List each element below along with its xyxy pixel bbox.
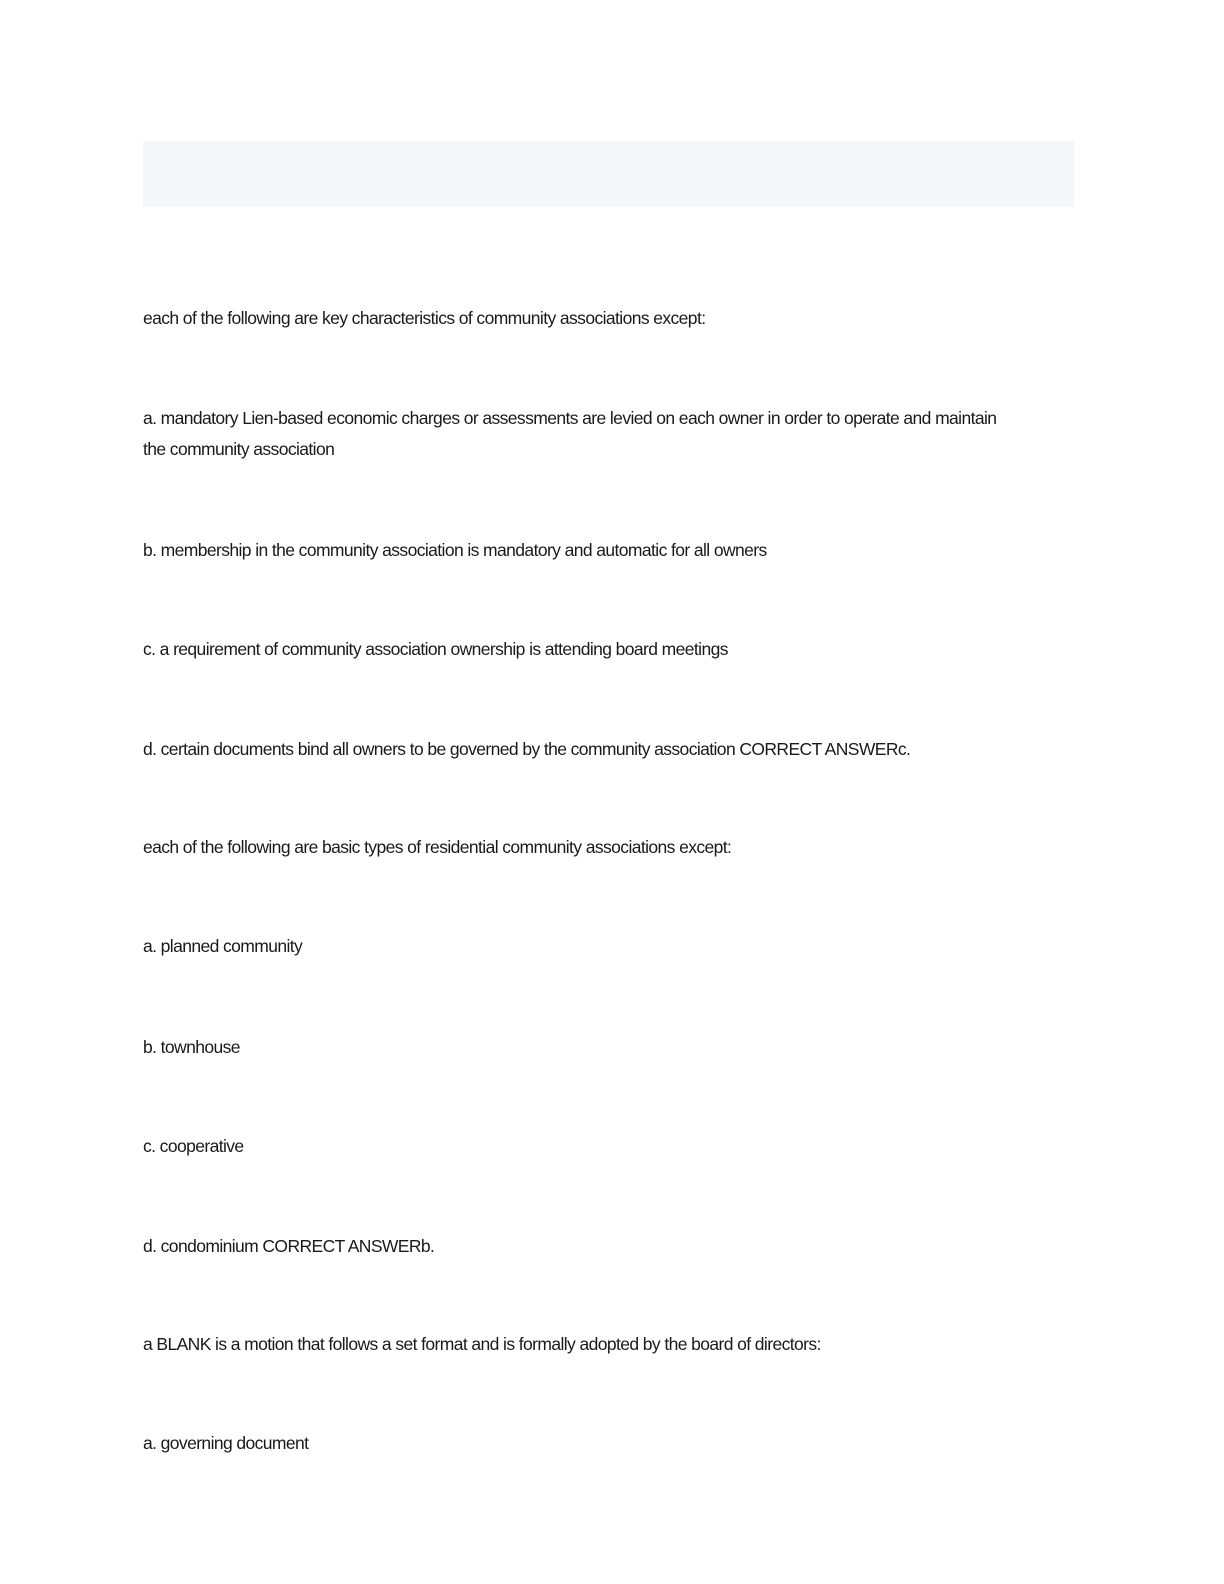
question-2-prompt: each of the following are basic types of residential community associations except: <box>143 837 732 857</box>
question-2-option-d: d. condominium CORRECT ANSWERb. <box>143 1236 435 1256</box>
question-2-option-b: b. townhouse <box>143 1037 240 1057</box>
question-1-option-b: b. membership in the community association is mandatory and automatic for all owners <box>143 540 767 560</box>
question-2-option-a: a. planned community <box>143 936 303 956</box>
question-1-option-c: c. a requirement of community association ownership is attending board meetings <box>143 639 728 659</box>
question-2-option-c: c. cooperative <box>143 1136 244 1156</box>
question-1-option-a: a. mandatory Lien-based economic charges or assessments are levied on each owner in order to operate and maintain the community association <box>143 408 997 459</box>
question-1-option-d: d. certain documents bind all owners to be governed by the community association CORRECT ANSWERc. <box>143 739 911 759</box>
question-1-prompt: each of the following are key characteristics of community associations except: <box>143 308 706 328</box>
header-band <box>143 141 1074 207</box>
question-3-option-a: a. governing document <box>143 1433 309 1453</box>
question-3-prompt: a BLANK is a motion that follows a set format and is formally adopted by the board of directors: <box>143 1334 821 1354</box>
